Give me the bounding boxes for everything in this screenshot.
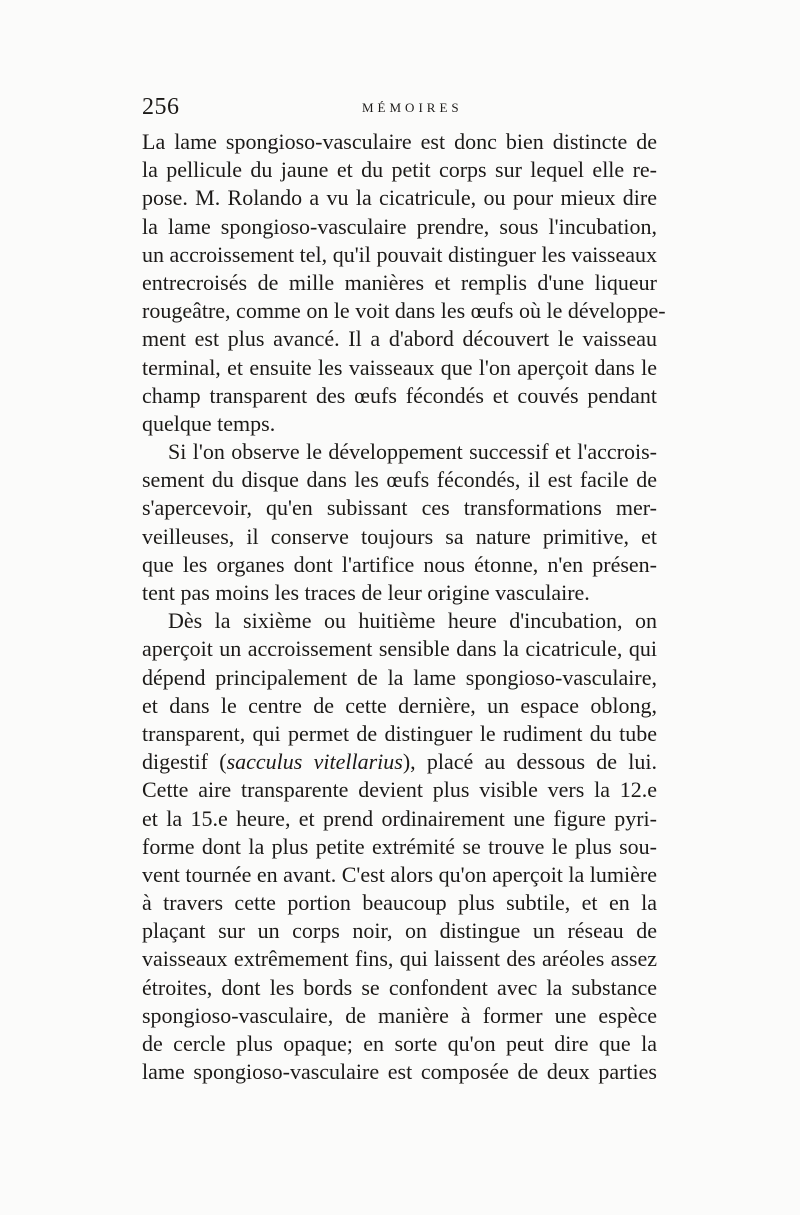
text-line: la pellicule du jaune et du petit corps sur lequel elle re- bbox=[142, 157, 657, 183]
running-title: MÉMOIRES bbox=[362, 100, 463, 115]
text-line: quelque temps. bbox=[142, 410, 276, 436]
text-line: veilleuses, il conserve toujours sa nature primitive, et bbox=[142, 523, 657, 549]
text-line: dépend principalement de la lame spongioso-vasculaire, bbox=[142, 664, 657, 690]
latin-term: sacculus vitellarius bbox=[226, 749, 403, 775]
text-line: ment est plus avancé. Il a d'abord découvert le vaisseau bbox=[142, 326, 657, 352]
text-line: Cette aire transparente devient plus visible vers la 12.e bbox=[142, 777, 657, 803]
text-line: et la 15.e heure, et prend ordinairement une figure pyri- bbox=[142, 805, 657, 831]
text-line-with-italic bbox=[142, 748, 657, 776]
text-fragment: digestif ( bbox=[142, 749, 227, 775]
text-line: la lame spongioso-vasculaire prendre, sous l'incubation, bbox=[142, 213, 657, 239]
text-line: forme dont la plus petite extrémité se trouve le plus sou- bbox=[142, 833, 657, 859]
text-line: étroites, dont les bords se confondent avec la substance bbox=[142, 974, 657, 1000]
text-line: sement du disque dans les œufs fécondés, il est facile de bbox=[142, 467, 657, 493]
text-line: à travers cette portion beaucoup plus subtile, et en la bbox=[142, 890, 657, 916]
text-line: aperçoit un accroissement sensible dans la cicatricule, qui bbox=[142, 636, 657, 662]
text-line: Si l'on observe le développement successif et l'accrois- bbox=[168, 439, 657, 465]
page-header bbox=[142, 94, 662, 124]
text-line: entrecroisés de mille manières et remplis d'une liqueur bbox=[142, 269, 657, 295]
text-line: terminal, et ensuite les vaisseaux que l'on aperçoit dans le bbox=[142, 354, 657, 380]
text-line: s'apercevoir, qu'en subissant ces transformations mer- bbox=[142, 495, 657, 521]
text-fragment: ), placé au dessous de lui. bbox=[402, 749, 657, 775]
text-line: lame spongioso-vasculaire est composée de deux parties bbox=[142, 1059, 657, 1085]
text-line: pose. M. Rolando a vu la cicatricule, ou pour mieux dire bbox=[142, 185, 657, 211]
page-number: 256 bbox=[142, 94, 180, 120]
text-line: un accroissement tel, qu'il pouvait distinguer les vaisseaux bbox=[142, 241, 657, 267]
text-line: spongioso-vasculaire, de manière à former une espèce bbox=[142, 1002, 657, 1028]
text-line: plaçant sur un corps noir, on distingue un réseau de bbox=[142, 918, 657, 944]
text-line: de cercle plus opaque; en sorte qu'on peut dire que la bbox=[142, 1031, 657, 1056]
text-line: champ transparent des œufs fécondés et couvés pendant bbox=[142, 382, 657, 408]
text-line: que les organes dont l'artifice nous étonne, n'en présen- bbox=[142, 551, 657, 577]
text-line: vent tournée en avant. C'est alors qu'on aperçoit la lumière bbox=[142, 861, 657, 887]
text-line: transparent, qui permet de distinguer le rudiment du tube bbox=[142, 720, 657, 746]
body-text bbox=[142, 128, 666, 1086]
text-line: vaisseaux extrêmement fins, qui laissent des aréoles assez bbox=[142, 946, 657, 972]
text-line: Dès la sixième ou huitième heure d'incubation, on bbox=[168, 608, 657, 634]
text-line: tent pas moins les traces de leur origine vasculaire. bbox=[142, 580, 590, 605]
text-line: et dans le centre de cette dernière, un espace oblong, bbox=[142, 692, 657, 718]
text-line: rougeâtre, comme on le voit dans les œufs où le développe- bbox=[142, 298, 666, 324]
text-line: La lame spongioso-vasculaire est donc bien distincte de bbox=[142, 129, 657, 154]
